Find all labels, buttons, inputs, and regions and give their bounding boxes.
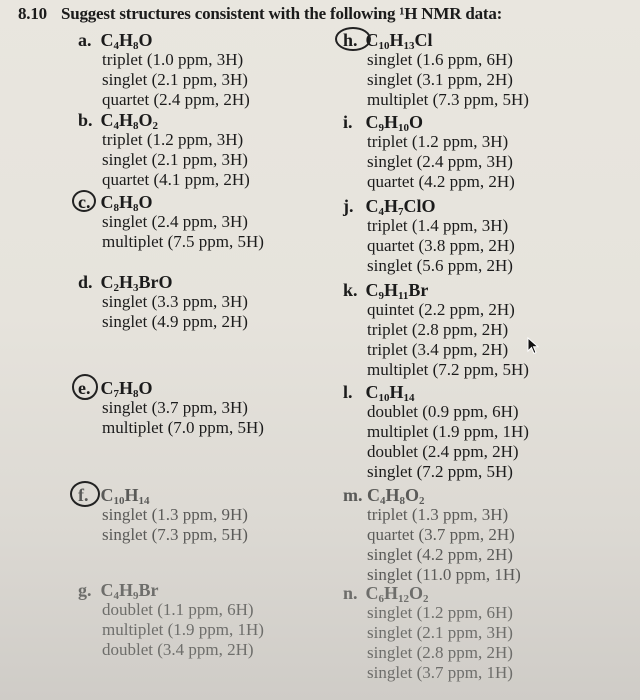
- problem-k: [343, 280, 529, 380]
- problem-h: [343, 30, 529, 110]
- nmr-signal: singlet (3.7 ppm, 1H): [367, 663, 513, 682]
- problem-e-formula: e. $C_7H_8O$: [78, 378, 264, 398]
- problem-d: [78, 272, 248, 332]
- problem-l: [343, 382, 529, 482]
- nmr-signal: singlet (2.4 ppm, 3H): [367, 152, 513, 171]
- nmr-signal: singlet (2.1 ppm, 3H): [102, 150, 248, 169]
- problem-f-formula: f. $C_{10}H_{14}$: [78, 485, 248, 505]
- problem-e: [78, 378, 264, 438]
- problem-b: [78, 110, 250, 190]
- nmr-signal: triplet (1.0 ppm, 3H): [102, 50, 244, 69]
- nmr-signal: quartet (4.2 ppm, 2H): [367, 172, 515, 191]
- nmr-signal: singlet (7.3 ppm, 5H): [102, 525, 248, 544]
- nmr-signal: singlet (2.8 ppm, 2H): [367, 643, 513, 662]
- nmr-signal: triplet (1.2 ppm, 3H): [102, 130, 244, 149]
- problem-title: Suggest structures consistent with the following ¹H NMR data:: [60, 4, 503, 23]
- hand-drawn-circle: [72, 374, 98, 400]
- nmr-signal: singlet (2.1 ppm, 3H): [367, 623, 513, 642]
- nmr-signal: doublet (3.4 ppm, 2H): [102, 640, 254, 659]
- problem-g: [78, 580, 264, 660]
- nmr-signal: multiplet (7.3 ppm, 5H): [367, 90, 529, 109]
- nmr-signal: quartet (4.1 ppm, 2H): [102, 170, 250, 189]
- nmr-signal: quartet (3.8 ppm, 2H): [367, 236, 515, 255]
- nmr-signal: doublet (0.9 ppm, 6H): [367, 402, 519, 421]
- nmr-signal: doublet (2.4 ppm, 2H): [367, 442, 519, 461]
- nmr-signal: multiplet (7.0 ppm, 5H): [102, 418, 264, 437]
- nmr-signal: singlet (1.6 ppm, 6H): [367, 50, 513, 69]
- nmr-signal: singlet (2.1 ppm, 3H): [102, 70, 248, 89]
- problem-i: [343, 112, 515, 192]
- problem-l-formula: l. $C_{10}H_{14}$: [343, 382, 415, 404]
- nmr-signal: doublet (1.1 ppm, 6H): [102, 600, 254, 619]
- problem-j-formula: j. $C_4H_7ClO$: [343, 196, 436, 218]
- problem-f: [78, 485, 248, 545]
- nmr-signal: multiplet (7.5 ppm, 5H): [102, 232, 264, 251]
- problem-m-formula: m. $C_4H_8O_2$: [343, 485, 425, 507]
- nmr-signal: quintet (2.2 ppm, 2H): [367, 300, 515, 319]
- problem-m: [343, 485, 521, 585]
- nmr-signal: triplet (1.2 ppm, 3H): [367, 132, 509, 151]
- nmr-signal: singlet (5.6 ppm, 2H): [367, 256, 513, 275]
- problem-b-formula: b. $C_4H_8O_2$: [78, 110, 159, 132]
- problem-a: [78, 30, 250, 110]
- nmr-signal: singlet (1.3 ppm, 9H): [102, 505, 248, 524]
- nmr-signal: singlet (11.0 ppm, 1H): [367, 565, 521, 584]
- problem-a-formula: a. $C_4H_8O$: [78, 30, 153, 52]
- problem-i-formula: i. $C_9H_{10}O$: [343, 112, 424, 134]
- nmr-signal: multiplet (7.2 ppm, 5H): [367, 360, 529, 379]
- nmr-signal: quartet (2.4 ppm, 2H): [102, 90, 250, 109]
- nmr-signal: singlet (2.4 ppm, 3H): [102, 212, 248, 231]
- nmr-signal: triplet (1.3 ppm, 3H): [367, 505, 509, 524]
- nmr-signal: quartet (3.7 ppm, 2H): [367, 525, 515, 544]
- nmr-signal: triplet (3.4 ppm, 2H): [367, 340, 509, 359]
- nmr-signal: singlet (3.1 ppm, 2H): [367, 70, 513, 89]
- problem-d-formula: d. $C_2H_3BrO$: [78, 272, 173, 294]
- problem-h-formula: h. $C_{10}H_{13}Cl$: [343, 30, 529, 50]
- problem-c-formula: c. $C_8H_8O$: [78, 192, 264, 212]
- nmr-signal: singlet (4.9 ppm, 2H): [102, 312, 248, 331]
- nmr-signal: singlet (3.7 ppm, 3H): [102, 398, 248, 417]
- problem-header: [18, 4, 502, 24]
- hand-drawn-circle: [72, 190, 96, 212]
- problem-j: [343, 196, 515, 276]
- nmr-signal: triplet (2.8 ppm, 2H): [367, 320, 509, 339]
- mouse-pointer-icon: [527, 337, 539, 355]
- problem-c: [78, 192, 264, 252]
- nmr-signal: triplet (1.4 ppm, 3H): [367, 216, 509, 235]
- problem-n: [343, 583, 513, 683]
- problem-g-formula: g. $C_4H_9Br$: [78, 580, 159, 602]
- hand-drawn-circle: [335, 27, 371, 51]
- nmr-signal: multiplet (1.9 ppm, 1H): [102, 620, 264, 639]
- problem-number: 8.10: [18, 4, 47, 23]
- nmr-signal: multiplet (1.9 ppm, 1H): [367, 422, 529, 441]
- nmr-signal: singlet (4.2 ppm, 2H): [367, 545, 513, 564]
- problem-k-formula: k. $C_9H_{11}Br$: [343, 280, 429, 302]
- nmr-signal: singlet (1.2 ppm, 6H): [367, 603, 513, 622]
- hand-drawn-circle: [70, 481, 100, 507]
- nmr-signal: singlet (3.3 ppm, 3H): [102, 292, 248, 311]
- nmr-signal: singlet (7.2 ppm, 5H): [367, 462, 513, 481]
- problem-n-formula: n. $C_6H_{12}O_2$: [343, 583, 429, 605]
